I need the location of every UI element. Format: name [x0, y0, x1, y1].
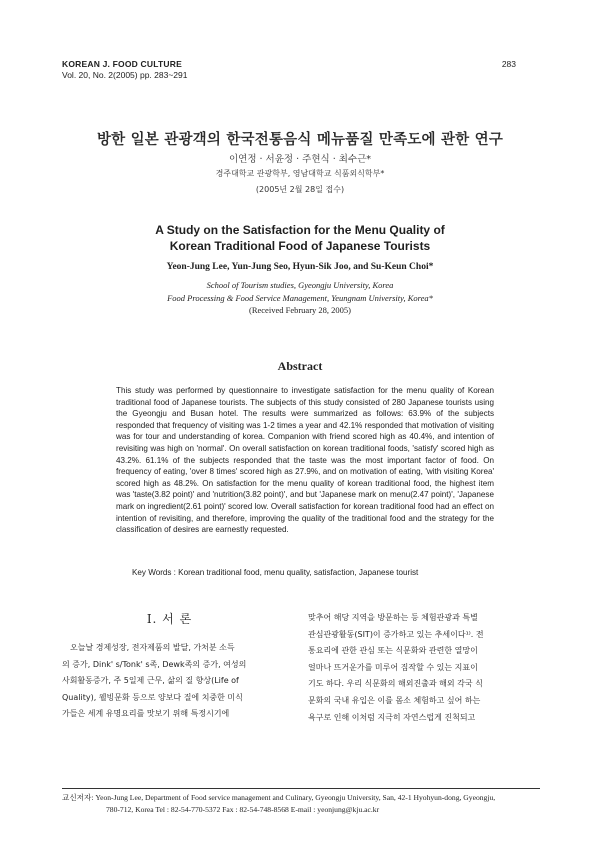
body-line: 오늘날 경제성장, 전자제품의 발달, 가처분 소득: [62, 643, 235, 652]
body-line: 통요리에 관한 관심 또는 식문화와 관련한 열망이: [308, 646, 478, 656]
abstract-heading: Abstract: [277, 359, 323, 373]
english-title-line-1: A Study on the Satisfaction for the Menu Quality of: [155, 223, 445, 237]
keywords: Key Words : Korean traditional food, menu quality, satisfaction, Japanese tourist: [132, 568, 419, 577]
body-column-right: [308, 610, 538, 726]
journal-volume: Vol. 20, No. 2(2005) pp. 283~291: [62, 70, 188, 80]
english-title: [0, 222, 600, 254]
correspondence-footnote: [62, 792, 542, 816]
body-line: 문화의 국내 유입은 이를 몸소 체험하고 싶어 하는: [308, 695, 481, 705]
body-line: Quality), 웰빙문화 등으로 양보다 질에 치중한 미식: [62, 692, 243, 702]
body-line: 욕구로 인해 이처럼 지극히 자연스럽게 진척되고: [308, 712, 476, 722]
body-line: 의 증가, Dink' s/Tonk' s족, Dewk족의 증가, 여성의: [62, 659, 247, 669]
footnote-divider: [62, 788, 540, 789]
correspondence-line-2: 780-712, Korea Tel : 82-54-770-5372 Fax : 82-54-748-8568 E-mail : yeonjung@kju.ac.kr: [106, 805, 380, 814]
english-affiliation-line-1: School of Tourism studies, Gyeongju University, Korea: [206, 280, 394, 290]
english-received-date: (Received February 28, 2005): [249, 305, 351, 315]
english-affiliation-line-2: Food Processing & Food Service Management, Yeungnam University, Korea*: [167, 292, 433, 303]
body-column-left: [62, 640, 278, 723]
body-line: 사회활동증가, 주 5일제 근무, 삶의 질 향상(Life of: [62, 676, 239, 686]
body-line: 가들은 세계 유명요리를 맛보기 위해 특정시기에: [62, 709, 230, 719]
korean-authors: 이연정 · 서윤정 · 주현식 · 최수근*: [228, 154, 372, 165]
english-title-line-2: Korean Traditional Food of Japanese Tourists: [169, 239, 431, 253]
correspondence-line-1: 교신저자: Yeon-Jung Lee, Department of Food service management and Culinary, Gyeongju University, San, 42-1 Hyohyun-dong, Gyeongju,: [62, 793, 496, 802]
journal-header: [62, 59, 362, 81]
body-line: 관심관광활동(SIT)이 증가하고 있는 추세이다¹⁾. 전: [308, 629, 484, 639]
page-number: 283: [501, 59, 516, 69]
body-line: 맞추어 해당 지역을 방문하는 등 체험관광과 특별: [308, 613, 478, 622]
english-affiliation: [0, 279, 600, 304]
korean-affiliation: 경주대학교 관광학부, 영남대학교 식품외식학부*: [215, 169, 385, 178]
body-line: 기도 하다. 우리 식문화의 해외진출과 해외 각국 식: [308, 679, 483, 689]
body-line: 얼마나 뜨거운가를 미루어 짐작할 수 있는 지표이: [308, 662, 478, 672]
section-heading-introduction: I. 서 론: [146, 612, 193, 626]
korean-title: 방한 일본 관광객의 한국전통음식 메뉴품질 만족도에 관한 연구: [96, 132, 504, 148]
journal-name: KOREAN J. FOOD CULTURE: [62, 59, 182, 69]
abstract-text: This study was performed by questionnaire to investigate satisfaction for the menu quality of Korean traditional food of Japanese tourists. The subjects of this study consisted of 280 Japanese tourists using the Gyeongju and Busan hotel. The results were summarized as follows: 63.9% of the subjects responded that frequency of visiting was 1-2 times a year and 42.1% responded that motivation of visiting was for tour and understanding of korea. Companion with friend scored high as 40.4%, and intention of revisiting was high on 'normal'. On overall satisfaction on korean traditional foods, 'satisfy' scored high as 43.2%. 61.1% of the subjects responded that the taste was the most important factor of food. On frequency of eating, 'over 8 times' scored high as 27.9%, and on motivation of eating, 'with visiting Korea' scored high as 48.2%. On satisfaction for the menu quality of korean traditional food, the highest item was 'taste(3.82 point)' and 'nutrition(3.82 point)', and but 'Japanese mark on menu(2.47 point)', 'Japanese mark on ingredient(2.61 point)' scored low. Overall satisfaction for korean traditional food had an effect on intention of revisiting, and therefore, improving the quality of the traditional food and the strategy for the classification of desires are earnestly requested.: [116, 386, 494, 535]
korean-received-date: (2005년 2월 28일 접수): [255, 185, 345, 194]
english-authors: Yeon-Jung Lee, Yun-Jung Seo, Hyun-Sik Joo, and Su-Keun Choi*: [166, 262, 434, 272]
